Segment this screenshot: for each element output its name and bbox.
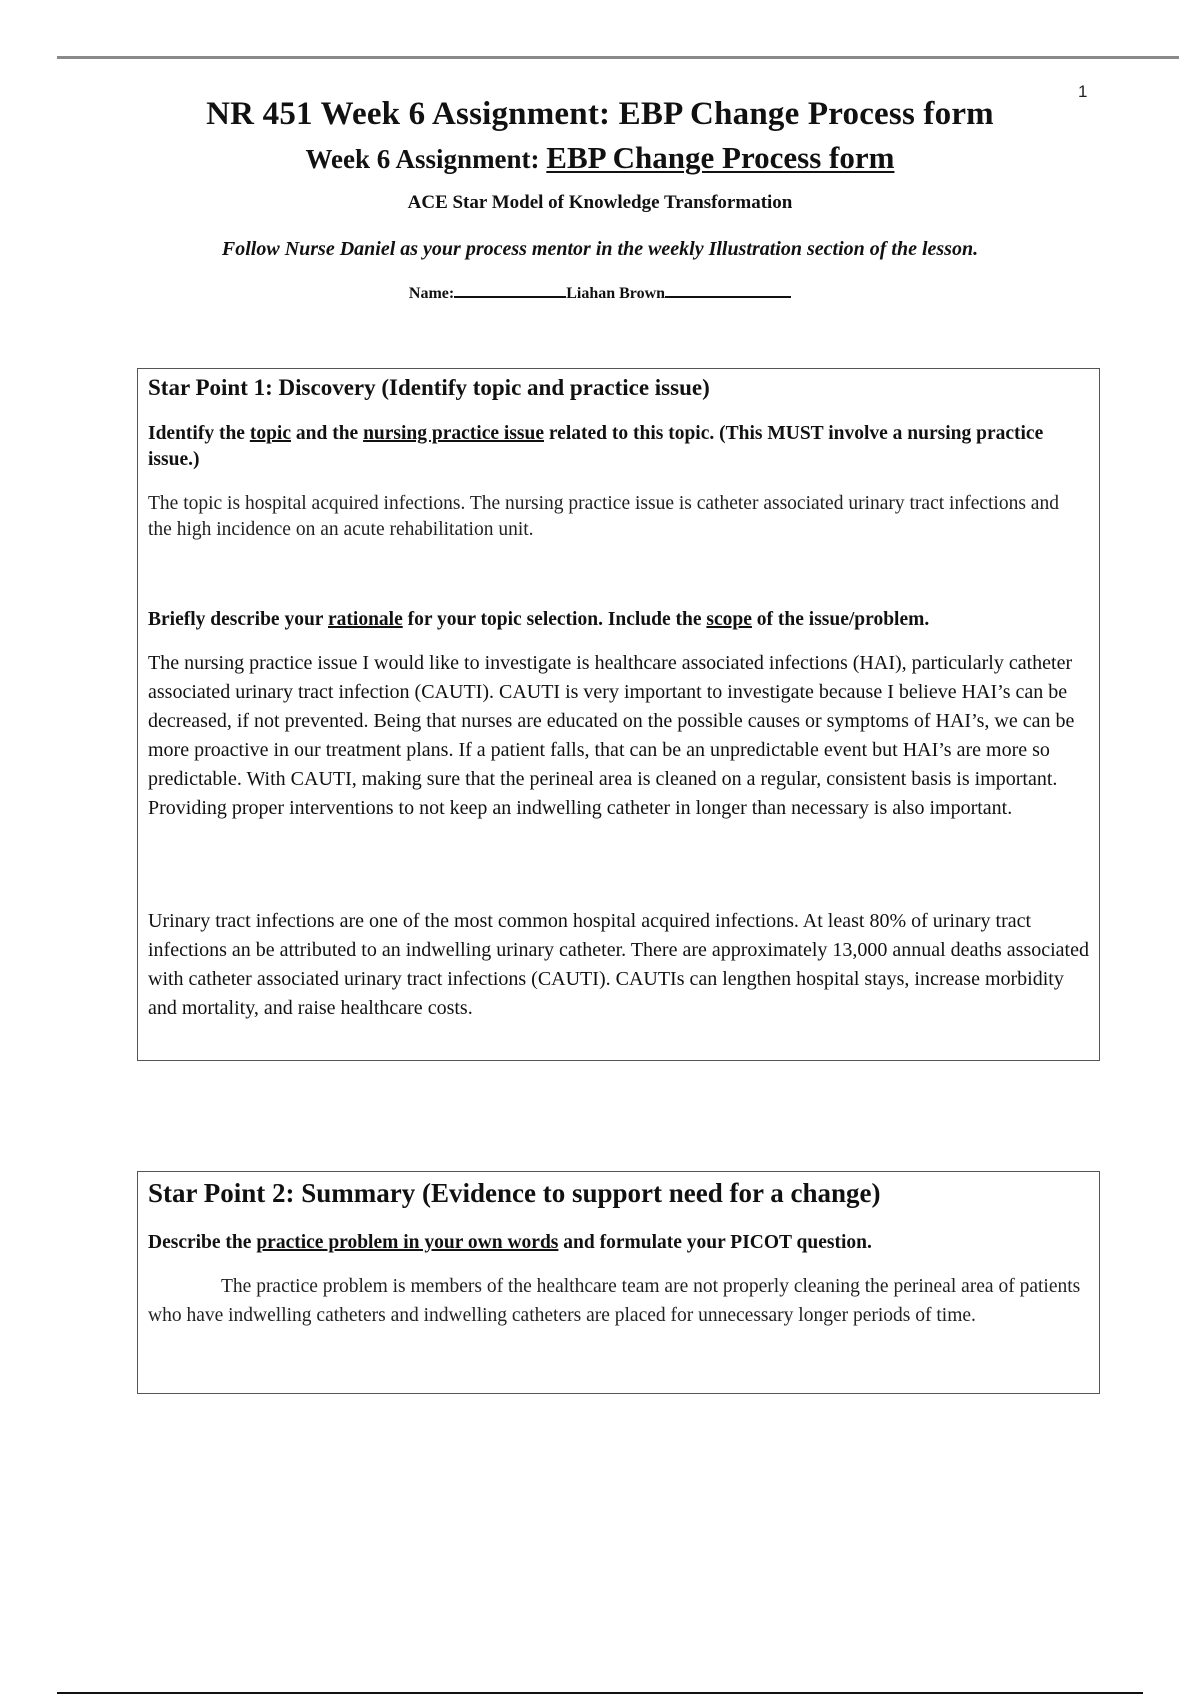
name-label: Name: xyxy=(408,285,455,302)
scope-answer: Urinary tract infections are one of the most common hospital acquired infections. At least 80% of urinary tract infections an be attributed to an indwelling urinary catheter. There are approximately 13,000 annual deaths associated with catheter associated urinary tract infections (CAUTI). CAUTIs can lengthen hospital stays, increase morbidity and mortality, and raise healthcare costs. xyxy=(148,910,1089,1019)
topic-prompt xyxy=(148,421,1088,473)
top-rule xyxy=(57,56,1179,59)
rationale-answer: The nursing practice issue I would like to investigate is healthcare associated infections (HAI), particularly catheter associated urinary tract infection (CAUTI). CAUTI is very important to investigate because I believe HAI’s can be decreased, if not prevented. Being that nurses are educated on the possible causes or symptoms of HAI’s, we can be more proactive in our treatment plans. If a patient falls, that can be an unpredictable event but HAI’s are more so predictable. With CAUTI, making sure that the perineal area is cleaned on a regular, consistent basis is important. Providing proper interventions to not keep an indwelling catheter in longer than necessary is also important. xyxy=(148,652,1075,819)
topic-prompt-text: and the xyxy=(295,423,359,444)
star-point-2-heading: Star Point 2: Summary (Evidence to support need for a change) xyxy=(148,1178,881,1208)
picot-prompt-underline: practice problem in your own words xyxy=(256,1232,559,1253)
rationale-prompt-text: for your topic selection. Include the xyxy=(407,609,702,630)
mentor-instruction: Follow Nurse Daniel as your process mentor in the weekly Illustration section of the lesson. xyxy=(221,238,979,260)
subtitle-prefix: Week 6 Assignment: xyxy=(305,144,540,174)
subtitle-emphasis: EBP Change Process form xyxy=(546,140,895,175)
star-point-2-box xyxy=(137,1171,1100,1394)
bottom-rule xyxy=(57,1692,1143,1694)
topic-prompt-text: Identify the xyxy=(148,423,245,444)
rationale-prompt-underline-rationale: rationale xyxy=(328,609,403,630)
topic-answer: The topic is hospital acquired infections. The nursing practice issue is catheter associated urinary tract infections and the high incidence on an acute rehabilitation unit. xyxy=(148,493,1059,540)
name-blank-left xyxy=(454,282,566,298)
name-blank-right xyxy=(665,282,791,298)
topic-prompt-underline-issue: nursing practice issue xyxy=(363,423,544,444)
rationale-prompt-underline-scope: scope xyxy=(706,609,752,630)
page-number: 1 xyxy=(1078,82,1088,101)
picot-prompt xyxy=(148,1230,1088,1256)
star-point-1-box xyxy=(137,368,1100,1061)
name-value: Liahan Brown xyxy=(566,285,666,302)
model-title: ACE Star Model of Knowledge Transformation xyxy=(407,192,793,213)
document-subtitle xyxy=(0,140,1200,176)
rationale-prompt-text: of the issue/problem. xyxy=(756,609,930,630)
document-title: NR 451 Week 6 Assignment: EBP Change Process form xyxy=(206,96,994,132)
rationale-prompt-text: Briefly describe your xyxy=(148,609,324,630)
practice-problem-answer: The practice problem is members of the healthcare team are not properly cleaning the perineal area of patients who have indwelling catheters and indwelling catheters are placed for unnecessary longer periods of time. xyxy=(148,1276,1081,1326)
name-line xyxy=(0,282,1200,303)
picot-prompt-text: Describe the xyxy=(148,1232,252,1253)
rationale-prompt xyxy=(148,607,1088,633)
topic-prompt-underline-topic: topic xyxy=(249,423,292,444)
picot-prompt-text: and formulate your PICOT question. xyxy=(563,1232,872,1253)
topic-prompt-text: related to this topic. (This MUST involve a nursing practice issue.) xyxy=(148,423,1044,470)
star-point-1-heading: Star Point 1: Discovery (Identify topic and practice issue) xyxy=(148,375,710,400)
